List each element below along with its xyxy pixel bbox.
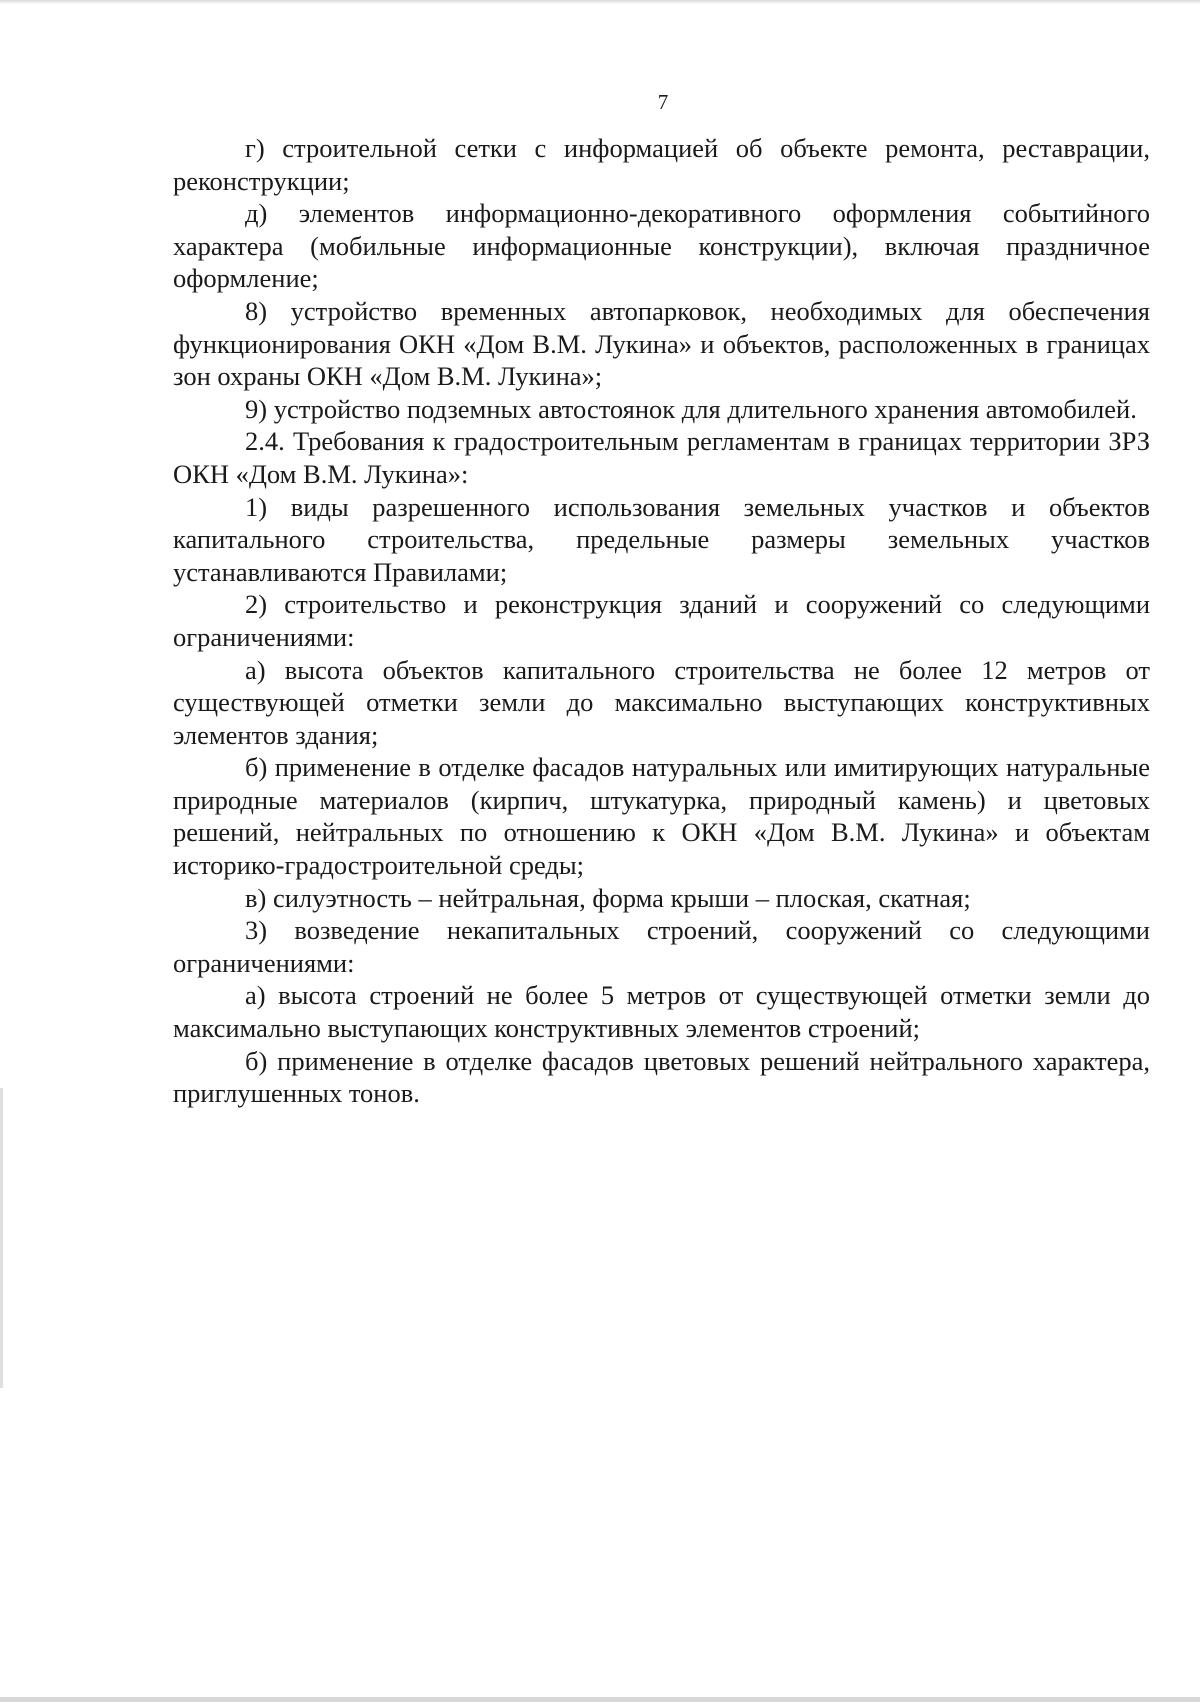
paragraph-g-construction-mesh: г) строительной сетки с информацией об объекте ремонта, реставрации, реконструкции; [173, 133, 1150, 196]
paragraph-2-4-requirements: 2.4. Требования к градостроительным регламентам в границах территории ЗРЗ ОКН «Дом В.М. Лукина»: [173, 426, 1150, 489]
paragraph-a-height-12m: а) высота объектов капитального строительства не более 12 метров от существующей отметки земли до максимально выступающих конструктивных элементов здания; [173, 654, 1150, 750]
paragraph-3-non-capital-structures: 3) возведение некапитальных строений, сооружений со следующими ограничениями: [173, 915, 1150, 978]
scan-edge-bottom [0, 1697, 1200, 1702]
paragraph-b-facade-materials: б) применение в отделке фасадов натуральных или имитирующих натуральные природные материалов (кирпич, штукатурка, природный камень) и цветовых решений, нейтральных по отношению к ОКН «Дом В.М. Лукина» и объектам историко-градостроительной среды; [173, 752, 1150, 881]
page-number: 7 [657, 90, 669, 114]
document-body [173, 132, 1150, 1110]
paragraph-2-construction-limits: 2) строительство и реконструкция зданий и сооружений со следующими ограничениями: [173, 589, 1150, 652]
paragraph-v-silhouette: в) силуэтность – нейтральная, форма крыши – плоская, скатная; [245, 882, 971, 913]
paragraph-a-height-5m: а) высота строений не более 5 метров от существующей отметки земли до максимально выступающих конструктивных элементов строений; [173, 980, 1150, 1044]
scan-edge-top [0, 0, 1200, 4]
scan-edge-left [0, 1088, 3, 1388]
paragraph-b-facade-colors: б) применение в отделке фасадов цветовых решений нейтрального характера, приглушенных тонов. [173, 1045, 1150, 1109]
paragraph-9-underground-parking: 9) устройство подземных автостоянок для длительного хранения автомобилей. [245, 393, 1137, 424]
paragraph-d-decorative-elements: д) элементов информационно-декоративного оформления событийного характера (мобильные информационные конструкции), включая праздничное оформление; [173, 198, 1150, 294]
paragraph-8-temporary-parking: 8) устройство временных автопарковок, необходимых для обеспечения функционирования ОКН «Дом В.М. Лукина» и объектов, расположенных в границах зон охраны ОКН «Дом В.М. Лукина»; [173, 295, 1150, 392]
paragraph-1-permitted-use: 1) виды разрешенного использования земельных участков и объектов капитального строительства, предельные размеры земельных участков устанавливаются Правилами; [173, 491, 1150, 587]
